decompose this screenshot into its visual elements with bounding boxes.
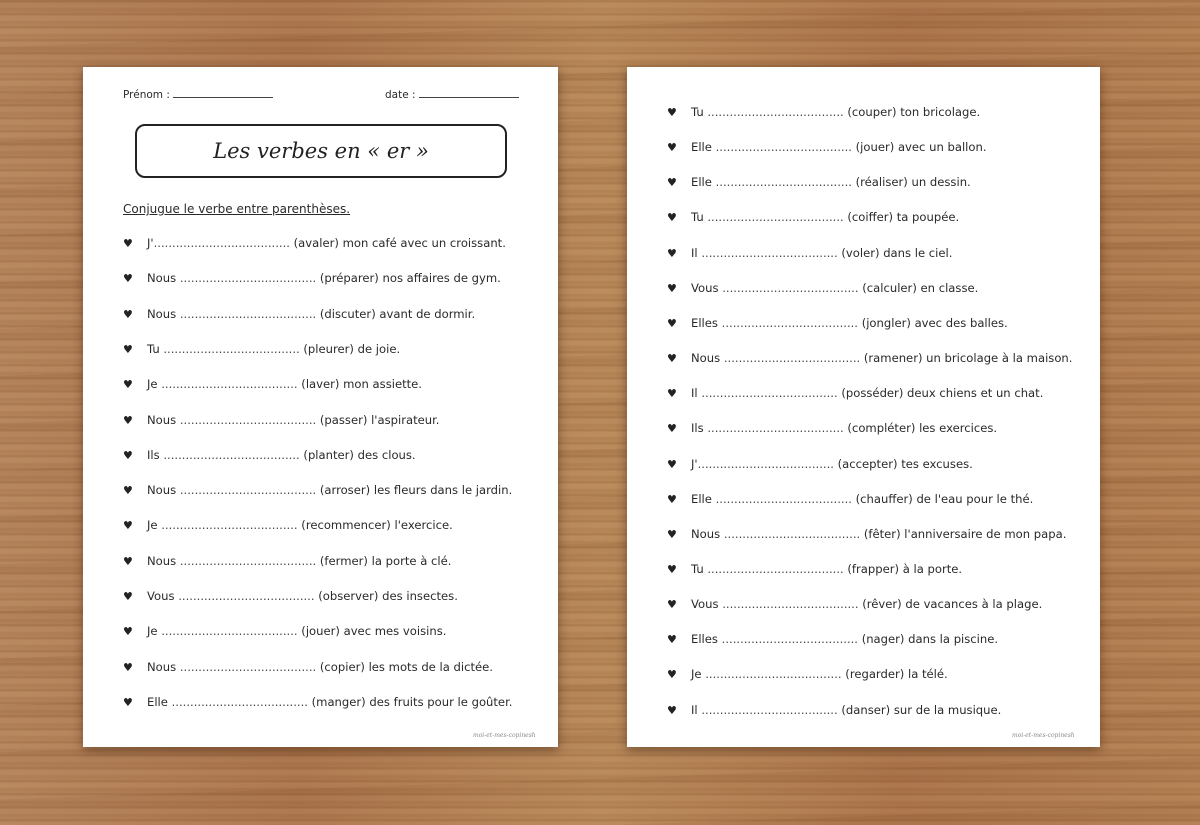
exercise-item [123, 412, 440, 428]
heart-bullet-icon: ♥ [123, 660, 133, 674]
exercise-verb: (coiffer) [847, 210, 894, 225]
exercise-item [667, 456, 973, 472]
exercise-subject: Elle [691, 175, 712, 190]
exercise-item [123, 306, 475, 322]
exercise-verb: (accepter) [837, 456, 898, 471]
first-name-label: Prénom : [123, 89, 170, 101]
exercise-subject: Nous [147, 412, 177, 427]
instruction-text: Conjugue le verbe entre parenthèses. [123, 202, 351, 216]
footer-watermark: moi-et-mes-copinesh [473, 732, 536, 739]
worksheet-page-1 [83, 67, 558, 747]
exercise-sentence-end: des insectes. [382, 589, 458, 603]
exercise-sentence-end: la porte à clé. [371, 553, 452, 568]
heart-bullet-icon: ♥ [667, 422, 677, 436]
exercise-subject: Nous [147, 306, 177, 321]
exercise-sentence-end: l'aspirateur. [371, 412, 440, 427]
exercise-subject: Je [147, 518, 158, 533]
answer-blank[interactable]: ..................................... [720, 351, 864, 366]
answer-blank[interactable]: ..................................... [703, 421, 848, 436]
exercise-subject: Nous [147, 271, 177, 286]
exercise-item [667, 631, 998, 647]
heart-bullet-icon: ♥ [667, 106, 677, 119]
exercise-verb: (discuter) [319, 306, 376, 321]
exercise-verb: (jouer) [855, 140, 895, 155]
exercise-verb: (passer) [319, 412, 368, 427]
heart-bullet-icon: ♥ [123, 484, 133, 498]
exercise-subject: Il [691, 386, 698, 401]
exercise-verb: (jouer) [301, 624, 340, 639]
exercise-sentence-end: de joie. [357, 341, 401, 356]
exercise-sentence-end: ta poupée. [896, 210, 960, 225]
exercise-verb: (fêter) [863, 526, 901, 541]
exercise-subject: Tu [691, 561, 704, 576]
exercise-sentence-end: les mots de la dictée. [368, 659, 493, 674]
exercise-sentence-end: un bricolage à la maison. [926, 351, 1073, 366]
answer-blank[interactable]: ..................................... [159, 341, 304, 356]
exercise-sentence-end: mon assiette. [343, 377, 422, 392]
exercise-sentence-end: sur de la musique. [893, 702, 1002, 717]
exercise-subject: Nous [147, 553, 177, 568]
heart-bullet-icon: ♥ [123, 625, 133, 639]
heart-bullet-icon: ♥ [123, 519, 133, 533]
exercise-subject: Vous [147, 589, 175, 603]
exercise-item [667, 280, 978, 296]
answer-blank[interactable]: ..................................... [174, 589, 319, 603]
exercise-subject: Je [147, 624, 158, 639]
exercise-subject: J' [691, 456, 698, 471]
heart-bullet-icon: ♥ [123, 695, 133, 709]
heart-bullet-icon: ♥ [667, 492, 677, 506]
exercise-verb: (calculer) [862, 280, 917, 295]
exercise-item [667, 561, 962, 577]
exercise-sentence-end: de l'eau pour le thé. [916, 491, 1034, 506]
exercise-sentence-end: avec mes voisins. [343, 624, 447, 639]
exercise-verb: (frapper) [847, 561, 900, 576]
answer-blank[interactable]: ..................................... [153, 236, 294, 250]
answer-blank[interactable]: ..................................... [703, 561, 848, 576]
exercise-subject: Elles [691, 315, 718, 330]
answer-blank[interactable]: ..................................... [711, 175, 856, 190]
answer-blank[interactable]: ..................................... [717, 632, 862, 647]
heart-bullet-icon: ♥ [667, 633, 677, 647]
heart-bullet-icon: ♥ [667, 352, 677, 366]
heart-bullet-icon: ♥ [123, 554, 133, 568]
exercise-item [667, 104, 980, 120]
exercise-verb: (ramener) [863, 351, 923, 366]
worksheet-page-2 [627, 67, 1100, 747]
answer-blank[interactable]: ..................................... [718, 597, 863, 612]
exercise-item [123, 447, 416, 463]
exercise-subject: Je [691, 667, 702, 682]
exercise-sentence-end: des clous. [357, 447, 416, 462]
heart-bullet-icon: ♥ [667, 141, 677, 155]
exercise-sentence-end: avec un ballon. [897, 140, 987, 155]
exercise-item [667, 666, 948, 682]
exercise-sentence-end: des fruits pour le goûter. [369, 694, 513, 709]
exercise-item [667, 526, 1066, 542]
exercise-sentence-end: un dessin. [911, 175, 971, 190]
exercise-verb: (posséder) [841, 386, 904, 401]
exercise-item [667, 350, 1072, 366]
answer-blank[interactable]: ..................................... [720, 526, 864, 541]
exercise-subject: Il [691, 245, 698, 260]
heart-bullet-icon: ♥ [667, 176, 677, 190]
exercise-sentence-end: avec des balles. [914, 315, 1008, 330]
exercise-item [123, 235, 506, 251]
exercise-subject: Elles [691, 632, 718, 647]
exercise-item [667, 702, 1001, 718]
exercise-sentence-end: la télé. [907, 667, 948, 682]
exercise-subject: Nous [691, 351, 721, 366]
exercise-verb: (observer) [318, 589, 379, 603]
heart-bullet-icon: ♥ [667, 281, 677, 295]
exercise-item [667, 491, 1033, 507]
exercise-sentence-end: les exercices. [919, 421, 998, 436]
heart-bullet-icon: ♥ [667, 562, 677, 576]
exercise-verb: (préparer) [319, 271, 379, 286]
exercise-verb: (recommencer) [301, 518, 391, 533]
heart-bullet-icon: ♥ [123, 272, 133, 286]
exercise-verb: (laver) [301, 377, 340, 392]
exercise-item [667, 139, 987, 155]
exercise-sentence-end: mon café avec un croissant. [342, 236, 506, 250]
exercise-subject: Ils [691, 421, 704, 436]
exercise-subject: Ils [147, 447, 160, 462]
exercise-subject: Il [691, 702, 698, 717]
exercise-item [123, 341, 400, 357]
exercise-sentence-end: en classe. [920, 280, 979, 295]
heart-bullet-icon: ♥ [123, 448, 133, 462]
exercise-verb: (nager) [861, 632, 905, 647]
exercise-sentence-end: à la porte. [902, 561, 963, 576]
exercise-verb: (arroser) [319, 483, 371, 498]
answer-blank[interactable]: ..................................... [157, 624, 302, 639]
exercise-item [123, 659, 493, 675]
answer-blank[interactable]: ..................................... [167, 694, 312, 709]
answer-blank[interactable]: ..................................... [176, 271, 320, 286]
heart-bullet-icon: ♥ [667, 387, 677, 401]
exercise-verb: (compléter) [847, 421, 916, 436]
exercise-verb: (fermer) [319, 553, 368, 568]
exercise-subject: Vous [691, 597, 719, 612]
exercise-verb: (jongler) [861, 315, 911, 330]
date-label: date : [385, 89, 416, 101]
heart-bullet-icon: ♥ [123, 342, 133, 356]
heart-bullet-icon: ♥ [123, 237, 133, 250]
answer-blank[interactable]: ..................................... [711, 491, 856, 506]
exercise-sentence-end: tes excuses. [901, 456, 973, 471]
answer-blank[interactable]: ..................................... [711, 140, 856, 155]
exercise-list-page-2 [627, 67, 1100, 747]
answer-blank[interactable]: ..................................... [176, 659, 320, 674]
heart-bullet-icon: ♥ [667, 457, 677, 471]
exercise-sentence-end: dans le ciel. [883, 245, 953, 260]
answer-blank[interactable]: ..................................... [176, 306, 320, 321]
exercise-verb: (rêver) [862, 597, 902, 612]
heart-bullet-icon: ♥ [667, 211, 677, 225]
heart-bullet-icon: ♥ [667, 246, 677, 260]
answer-blank[interactable]: ..................................... [717, 315, 862, 330]
exercise-item [123, 694, 512, 710]
exercise-sentence-end: deux chiens et un chat. [907, 386, 1044, 401]
heart-bullet-icon: ♥ [123, 413, 133, 427]
answer-blank[interactable]: ..................................... [703, 210, 848, 225]
exercise-subject: Nous [147, 483, 177, 498]
answer-blank[interactable]: ..................................... [701, 667, 846, 682]
exercise-subject: Tu [691, 210, 704, 225]
heart-bullet-icon: ♥ [123, 307, 133, 321]
exercise-subject: Nous [691, 526, 721, 541]
exercise-verb: (regarder) [845, 667, 905, 682]
exercise-subject: Nous [147, 659, 177, 674]
exercise-sentence-end: nos affaires de gym. [382, 271, 501, 286]
heart-bullet-icon: ♥ [667, 668, 677, 682]
exercise-subject: Je [147, 377, 158, 392]
exercise-subject: Elle [691, 140, 712, 155]
exercise-sentence-end: les fleurs dans le jardin. [373, 483, 513, 498]
exercise-sentence-end: avant de dormir. [379, 306, 476, 321]
answer-blank[interactable]: ..................................... [176, 483, 320, 498]
exercise-item [667, 385, 1043, 401]
exercise-item [667, 245, 952, 261]
answer-blank[interactable]: ..................................... [176, 553, 320, 568]
exercise-item [123, 270, 501, 286]
answer-blank[interactable]: ..................................... [697, 245, 842, 260]
exercise-subject: J' [147, 236, 154, 250]
exercise-verb: (danser) [841, 702, 891, 717]
answer-blank[interactable]: ..................................... [159, 447, 304, 462]
exercise-item [123, 482, 512, 498]
exercise-item [667, 596, 1042, 612]
exercise-item [667, 420, 997, 436]
exercise-item [667, 315, 1008, 331]
answer-blank[interactable]: ..................................... [697, 702, 842, 717]
exercise-item [123, 623, 446, 639]
exercise-subject: Elle [691, 491, 712, 506]
heart-bullet-icon: ♥ [667, 527, 677, 541]
exercise-item [667, 209, 959, 225]
heart-bullet-icon: ♥ [667, 598, 677, 612]
exercise-verb: (pleurer) [303, 341, 354, 356]
heart-bullet-icon: ♥ [123, 378, 133, 392]
heart-bullet-icon: ♥ [667, 316, 677, 330]
exercise-verb: (copier) [319, 659, 365, 674]
answer-blank[interactable]: ..................................... [718, 280, 863, 295]
worksheet-title: Les verbes en « er » [213, 139, 429, 163]
exercise-subject: Tu [147, 341, 160, 356]
exercise-verb: (couper) [847, 105, 897, 119]
exercise-item [123, 588, 458, 604]
exercise-subject: Vous [691, 280, 719, 295]
exercise-sentence-end: dans la piscine. [908, 632, 999, 647]
answer-blank[interactable]: ..................................... [157, 377, 302, 392]
answer-blank[interactable]: ..................................... [697, 456, 838, 471]
exercise-item [123, 517, 453, 533]
exercise-sentence-end: ton bricolage. [900, 105, 981, 119]
exercise-item [123, 553, 451, 569]
exercise-item [123, 376, 422, 392]
exercise-verb: (manger) [311, 694, 366, 709]
answer-blank[interactable]: ..................................... [703, 105, 848, 119]
exercise-verb: (planter) [303, 447, 354, 462]
exercise-sentence-end: l'anniversaire de mon papa. [904, 526, 1067, 541]
footer-watermark: moi-et-mes-copinesh [1012, 732, 1075, 739]
heart-bullet-icon: ♥ [123, 590, 133, 603]
exercise-sentence-end: l'exercice. [394, 518, 453, 533]
exercise-sentence-end: de vacances à la plage. [905, 597, 1043, 612]
exercise-verb: (chauffer) [855, 491, 913, 506]
exercise-subject: Tu [691, 105, 704, 119]
exercise-verb: (voler) [841, 245, 880, 260]
answer-blank[interactable]: ..................................... [697, 386, 842, 401]
exercise-item [667, 174, 971, 190]
exercise-verb: (réaliser) [855, 175, 908, 190]
exercise-subject: Elle [147, 694, 168, 709]
answer-blank[interactable]: ..................................... [176, 412, 320, 427]
exercise-verb: (avaler) [293, 236, 339, 250]
answer-blank[interactable]: ..................................... [157, 518, 302, 533]
heart-bullet-icon: ♥ [667, 703, 677, 717]
exercise-list-page-1 [83, 67, 558, 747]
